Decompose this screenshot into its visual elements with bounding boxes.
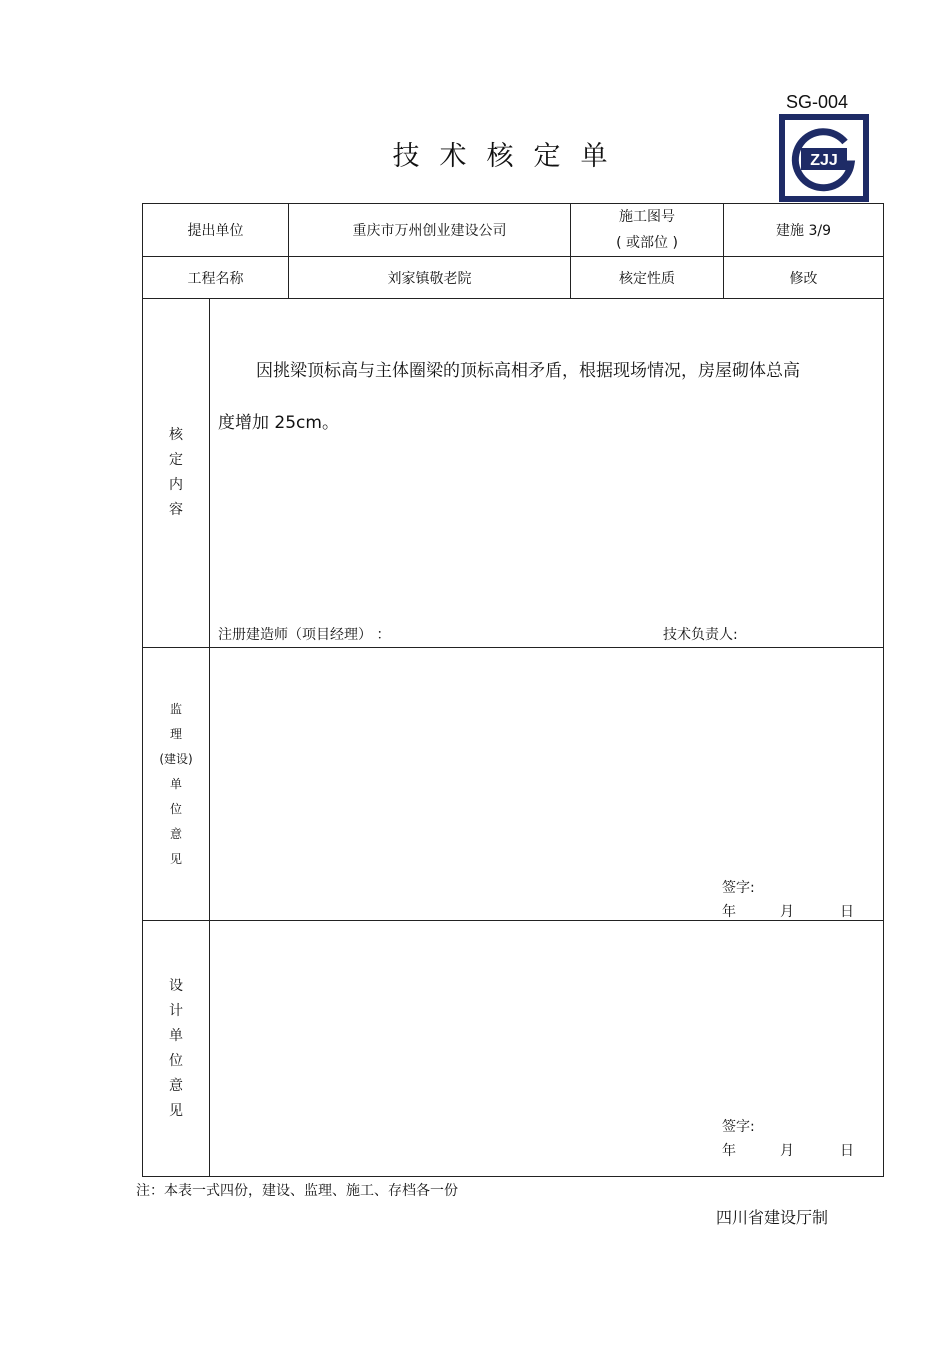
content-label (143, 299, 210, 648)
issuer-label: 四川省建设厅制 (716, 1208, 829, 1227)
supervision-signature-block (722, 876, 854, 924)
supervision-day-label: 日 (840, 904, 854, 920)
supervision-label-char: 理 (169, 726, 182, 741)
content-label-char: 核 (169, 427, 183, 443)
content-line-2: 度增加 25cm。 (218, 413, 339, 433)
page-title: 技术核定单 (392, 141, 628, 172)
design-signature-block (722, 1115, 854, 1163)
content-line-1: 因挑梁顶标高与主体圈梁的顶标高相矛盾，根据现场情况，房屋砌体总高 (256, 361, 800, 381)
logo-text: ZJJ (810, 152, 838, 169)
supervision-label-char: 见 (169, 851, 182, 866)
nature-value: 修改 (724, 257, 884, 299)
technical-verification-form (142, 203, 884, 1177)
info-row-project (143, 257, 884, 299)
design-date-row (722, 1139, 854, 1163)
project-value: 刘家镇敬老院 (289, 257, 571, 299)
unit-value: 重庆市万州创业建设公司 (289, 204, 571, 257)
design-month-label: 月 (780, 1143, 794, 1159)
supervision-label-char: 监 (169, 701, 182, 716)
supervision-label-char: (建设) (159, 751, 193, 766)
form-code: SG-004 (786, 92, 849, 112)
unit-label: 提出单位 (143, 204, 289, 257)
design-label-char: 位 (169, 1052, 183, 1069)
supervision-opinion-cell (210, 648, 884, 921)
design-label (143, 921, 210, 1177)
supervision-label-char: 单 (169, 776, 182, 791)
supervision-row (143, 648, 884, 921)
supervision-label (143, 648, 210, 921)
drawing-label-line2: ( 或部位 ) (616, 235, 678, 251)
supervision-label-char: 意 (169, 826, 182, 841)
supervision-sign-label: 签字: (722, 880, 755, 896)
tech-lead-signature-label: 技术负责人: (663, 627, 738, 643)
content-text (218, 345, 838, 449)
design-label-char: 计 (169, 1002, 183, 1019)
drawing-label-line1: 施工图号 (619, 209, 675, 225)
info-row-unit (143, 204, 884, 257)
design-day-label: 日 (840, 1143, 854, 1159)
content-cell (210, 299, 884, 648)
drawing-label (571, 204, 724, 257)
design-sign-label: 签字: (722, 1119, 755, 1135)
content-row (143, 299, 884, 648)
design-label-char: 设 (169, 977, 183, 994)
design-year-label: 年 (722, 1143, 736, 1159)
content-label-char: 定 (169, 452, 183, 468)
design-opinion-cell (210, 921, 884, 1177)
design-row (143, 921, 884, 1177)
design-label-char: 单 (169, 1027, 183, 1044)
nature-label: 核定性质 (571, 257, 724, 299)
drawing-value: 建施 3/9 (724, 204, 884, 257)
project-label: 工程名称 (143, 257, 289, 299)
footer-note: 注：本表一式四份，建设、监理、施工、存档各一份 (136, 1183, 458, 1199)
zjj-logo (779, 114, 869, 202)
content-label-char: 内 (169, 477, 183, 493)
content-label-char: 容 (169, 502, 183, 518)
supervision-year-label: 年 (722, 904, 736, 920)
design-label-char: 意 (169, 1077, 183, 1094)
supervision-month-label: 月 (780, 904, 794, 920)
builder-signature-label: 注册建造师（项目经理） ： (218, 627, 391, 643)
design-label-char: 见 (169, 1102, 183, 1119)
supervision-label-char: 位 (169, 801, 182, 816)
